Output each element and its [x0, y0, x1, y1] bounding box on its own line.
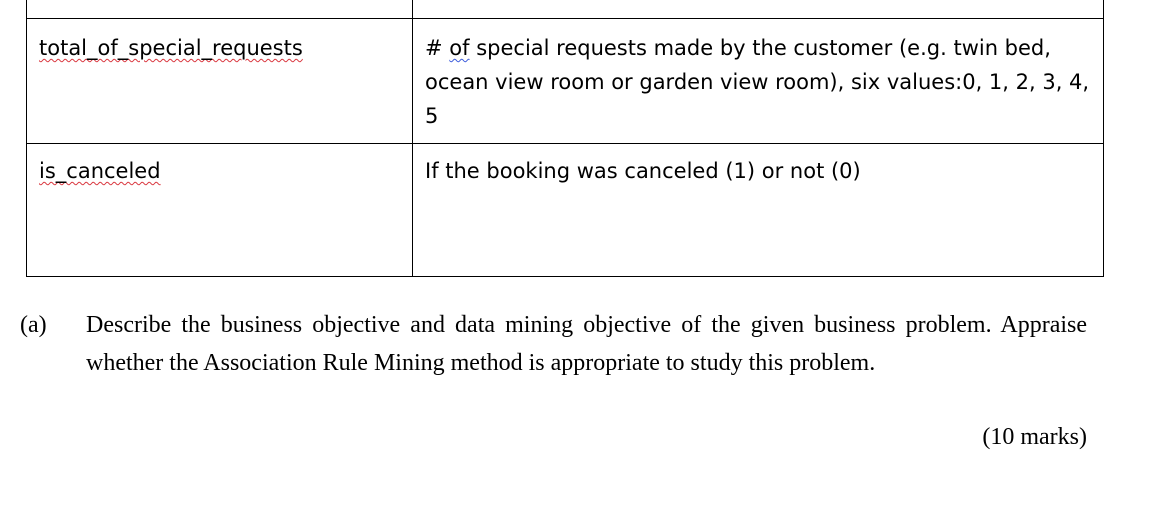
field-name: is_canceled: [39, 159, 161, 183]
description-flagged-word: of: [449, 36, 470, 60]
table-cell: [413, 0, 1104, 19]
question-label: (a): [20, 312, 47, 338]
field-name-cell: [27, 144, 413, 277]
field-description-cell: [413, 19, 1104, 144]
field-name: total_of_special_requests: [39, 36, 303, 60]
variable-table: [26, 0, 1104, 277]
question-marks: (10 marks): [982, 424, 1087, 450]
description-text: If the booking was canceled (1) or not (0): [425, 159, 861, 183]
description-prefix: #: [425, 36, 450, 60]
table-cell: [27, 0, 413, 19]
field-description-cell: [413, 144, 1104, 277]
field-name-cell: [27, 19, 413, 144]
table-row: [27, 19, 1104, 144]
question-text: Describe the business objective and data mining objective of the given business problem. Appraise whether the Association Rule Mining method is appropriate to study this problem.: [86, 312, 1087, 376]
table-row: [27, 144, 1104, 277]
table-row-partial: [27, 0, 1104, 19]
description-text: special requests made by the customer (e.g. twin bed, ocean view room or garden view room), six values:0, 1, 2, 3, 4, 5: [425, 36, 1090, 128]
